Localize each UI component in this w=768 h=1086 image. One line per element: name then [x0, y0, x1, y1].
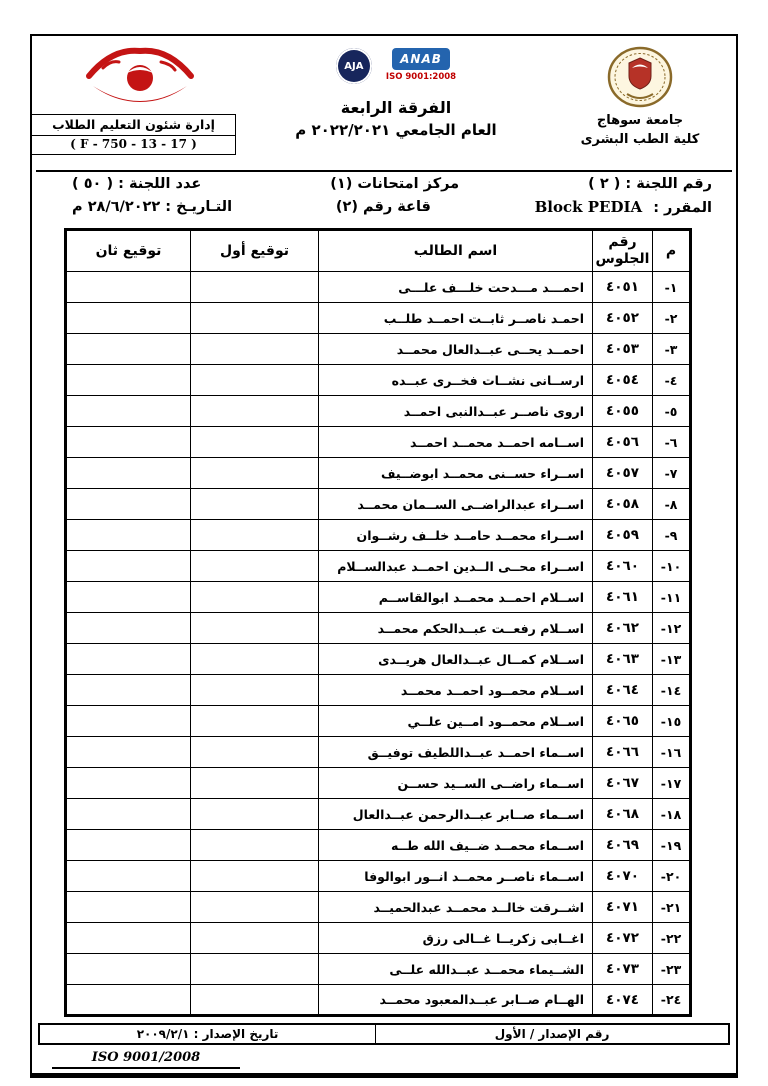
seat-number-cell: ٤٠٦٠ — [593, 551, 653, 582]
student-row — [66, 520, 691, 551]
info-row-2 — [34, 194, 734, 218]
student-row — [66, 303, 691, 334]
serial-cell: ١٥- — [653, 706, 691, 737]
course-value: Block PEDIA — [534, 198, 643, 216]
student-row — [66, 830, 691, 861]
student-row — [66, 737, 691, 768]
seat-number-cell: ٤٠٦٨ — [593, 799, 653, 830]
second-signature-cell — [66, 675, 191, 706]
student-row — [66, 892, 691, 923]
student-name-cell: اســلام محمــود امــين علــي — [319, 706, 593, 737]
first-signature-column-header: توقيع أول — [191, 230, 319, 272]
first-signature-cell — [191, 396, 319, 427]
serial-cell: ٩- — [653, 520, 691, 551]
student-row — [66, 861, 691, 892]
student-row — [66, 985, 691, 1016]
second-signature-cell — [66, 489, 191, 520]
first-signature-cell — [191, 830, 319, 861]
student-row — [66, 706, 691, 737]
first-signature-cell — [191, 675, 319, 706]
first-signature-cell — [191, 861, 319, 892]
second-signature-cell — [66, 272, 191, 303]
second-signature-cell — [66, 892, 191, 923]
student-name-cell: اســلام محمــود احمــد محمــد — [319, 675, 593, 706]
academic-year: العام الجامعي ٢٠٢٢/٢٠٢١ م — [295, 121, 497, 139]
serial-cell: ١٢- — [653, 613, 691, 644]
student-name-cell: اســلام كمــال عبــدالعال هريــدى — [319, 644, 593, 675]
header-admin-block — [44, 44, 236, 155]
seat-number-cell: ٤٠٦٦ — [593, 737, 653, 768]
seat-number-cell: ٤٠٥٤ — [593, 365, 653, 396]
student-row — [66, 334, 691, 365]
certification-logos — [236, 48, 556, 92]
first-signature-cell — [191, 582, 319, 613]
serial-cell: ٣- — [653, 334, 691, 365]
student-row — [66, 427, 691, 458]
university-name: جامعة سوهاج — [596, 113, 684, 128]
first-signature-cell — [191, 334, 319, 365]
serial-cell: ١٩- — [653, 830, 691, 861]
student-row — [66, 954, 691, 985]
first-signature-cell — [191, 954, 319, 985]
serial-cell: ٢- — [653, 303, 691, 334]
serial-cell: ٧- — [653, 458, 691, 489]
second-signature-cell — [66, 365, 191, 396]
student-name-cell: الهــام صــابر عبــدالمعبود محمــد — [319, 985, 593, 1016]
second-signature-cell — [66, 520, 191, 551]
second-signature-column-header: توقيع ثان — [66, 230, 191, 272]
page-frame — [30, 34, 738, 1078]
committee-count: عدد اللجنة : ( ٥٠ ) — [72, 176, 202, 192]
roster-header — [66, 230, 691, 272]
anab-block — [386, 48, 456, 82]
header-center-block — [236, 44, 556, 139]
student-row — [66, 675, 691, 706]
second-signature-cell — [66, 613, 191, 644]
student-row — [66, 365, 691, 396]
student-name-cell: اســماء احمــد عبــداللطيف توفيــق — [319, 737, 593, 768]
student-roster-table — [64, 228, 692, 1017]
first-signature-cell — [191, 706, 319, 737]
student-name-cell: اســماء ناصــر محمــد انــور ابوالوفا — [319, 861, 593, 892]
admin-box — [32, 114, 236, 155]
first-signature-cell — [191, 365, 319, 396]
seat-number-cell: ٤٠٧٤ — [593, 985, 653, 1016]
seat-number-cell: ٤٠٦٩ — [593, 830, 653, 861]
seat-number-cell: ٤٠٥٩ — [593, 520, 653, 551]
student-row — [66, 396, 691, 427]
student-row — [66, 613, 691, 644]
seat-number-cell: ٤٠٦٤ — [593, 675, 653, 706]
serial-cell: ٦- — [653, 427, 691, 458]
student-name-cell: اســراء حســنى محمــد ابوضــيف — [319, 458, 593, 489]
student-name-cell: اســماء راضــى الســيد حســن — [319, 768, 593, 799]
serial-cell: ١٤- — [653, 675, 691, 706]
first-signature-cell — [191, 303, 319, 334]
student-row — [66, 272, 691, 303]
student-name-cell: اســامه احمــد محمــد احمــد — [319, 427, 593, 458]
student-name-cell: اســراء محــى الــدين احمــد عبدالســلام — [319, 551, 593, 582]
aja-label: AJA — [344, 60, 364, 72]
seat-number-cell: ٤٠٧٣ — [593, 954, 653, 985]
exam-center: مركز امتحانات (١) — [330, 176, 460, 192]
student-row — [66, 799, 691, 830]
seat-number-cell: ٤٠٥٧ — [593, 458, 653, 489]
serial-cell: ٥- — [653, 396, 691, 427]
serial-cell: ٨- — [653, 489, 691, 520]
first-signature-cell — [191, 644, 319, 675]
student-name-cell: احمـــد مـــدحت خلـــف علـــى — [319, 272, 593, 303]
student-name-cell: اســراء عبدالراضــى الســمان محمــد — [319, 489, 593, 520]
second-signature-cell — [66, 644, 191, 675]
seat-number-cell: ٤٠٧١ — [593, 892, 653, 923]
second-signature-cell — [66, 830, 191, 861]
course-label: المقرر : — [653, 200, 712, 216]
course-field — [535, 198, 712, 216]
roster-header-row — [66, 230, 691, 272]
seat-number-cell: ٤٠٥٥ — [593, 396, 653, 427]
second-signature-cell — [66, 582, 191, 613]
department-name: إدارة شئون التعليم الطلاب — [32, 114, 235, 136]
serial-cell: ١- — [653, 272, 691, 303]
seat-column-header: رقم الجلوس — [593, 230, 653, 272]
seat-number-cell: ٤٠٦١ — [593, 582, 653, 613]
issue-stamp-bar — [38, 1023, 730, 1045]
anab-logo-icon — [392, 48, 450, 70]
first-signature-cell — [191, 799, 319, 830]
seat-number-cell: ٤٠٦٢ — [593, 613, 653, 644]
student-name-cell: اروى ناصــر عبــدالنبى احمــد — [319, 396, 593, 427]
second-signature-cell — [66, 551, 191, 582]
aja-logo-icon — [336, 48, 372, 84]
first-signature-cell — [191, 737, 319, 768]
first-signature-cell — [191, 489, 319, 520]
first-signature-cell — [191, 458, 319, 489]
student-name-cell: ارســانى نشــات فخــرى عبــده — [319, 365, 593, 396]
serial-cell: ١٦- — [653, 737, 691, 768]
iso-badge: ISO 9001:2008 — [385, 72, 457, 82]
issue-date: تاريخ الإصدار : ٢٠٠٩/٢/١ — [136, 1027, 279, 1041]
second-signature-cell — [66, 427, 191, 458]
seat-number-cell: ٤٠٧٢ — [593, 923, 653, 954]
seat-number-cell: ٤٠٦٥ — [593, 706, 653, 737]
first-signature-cell — [191, 272, 319, 303]
first-signature-cell — [191, 892, 319, 923]
committee-number: رقم اللجنة : ( ٢ ) — [588, 176, 712, 192]
serial-cell: ١٠- — [653, 551, 691, 582]
iso-certification: ISO 9001/2008 — [52, 1050, 240, 1069]
exam-date: التـاريـخ : ٢٨/٦/٢٠٢٢ م — [72, 199, 233, 215]
first-signature-cell — [191, 613, 319, 644]
second-signature-cell — [66, 334, 191, 365]
grade-title: الفرقة الرابعة — [340, 98, 452, 117]
serial-cell: ٢١- — [653, 892, 691, 923]
first-signature-cell — [191, 551, 319, 582]
second-signature-cell — [66, 458, 191, 489]
student-row — [66, 458, 691, 489]
seat-number-cell: ٤٠٥٢ — [593, 303, 653, 334]
second-signature-cell — [66, 737, 191, 768]
hall-number: قاعة رقم (٢) — [335, 199, 431, 215]
name-column-header: اسم الطالب — [319, 230, 593, 272]
student-row — [66, 582, 691, 613]
first-signature-cell — [191, 768, 319, 799]
header-university-block — [556, 44, 724, 150]
seat-number-cell: ٤٠٦٧ — [593, 768, 653, 799]
student-name-cell: اشــرقت خالــد محمــد عبدالحميــد — [319, 892, 593, 923]
student-name-cell: اغــابى زكريــا غــالى رزق — [319, 923, 593, 954]
second-signature-cell — [66, 768, 191, 799]
second-signature-cell — [66, 985, 191, 1016]
anab-label: ANAB — [400, 52, 442, 66]
second-signature-cell — [66, 954, 191, 985]
seat-number-cell: ٤٠٥١ — [593, 272, 653, 303]
header — [34, 38, 734, 166]
first-signature-cell — [191, 923, 319, 954]
info-row-1 — [34, 172, 734, 194]
student-name-cell: احمــد يحــى عبــدالعال محمــد — [319, 334, 593, 365]
student-row — [66, 489, 691, 520]
issue-number: رقم الإصدار / الأول — [375, 1025, 728, 1043]
student-name-cell: الشــيماء محمــد عبــدالله علــى — [319, 954, 593, 985]
serial-cell: ١٧- — [653, 768, 691, 799]
seat-number-cell: ٤٠٥٣ — [593, 334, 653, 365]
student-row — [66, 551, 691, 582]
first-signature-cell — [191, 427, 319, 458]
student-name-cell: احمـد ناصــر ثابــت احمــد طلــب — [319, 303, 593, 334]
serial-cell: ٤- — [653, 365, 691, 396]
second-signature-cell — [66, 923, 191, 954]
student-name-cell: اســلام احمــد محمــد ابوالقاســم — [319, 582, 593, 613]
seat-number-cell: ٤٠٥٨ — [593, 489, 653, 520]
university-seal-icon — [607, 46, 673, 108]
seat-number-cell: ٤٠٦٣ — [593, 644, 653, 675]
form-code: ( F - 750 - 13 - 17 ) — [32, 136, 235, 155]
serial-cell: ١١- — [653, 582, 691, 613]
serial-cell: ١٨- — [653, 799, 691, 830]
student-row — [66, 923, 691, 954]
serial-cell: ١٣- — [653, 644, 691, 675]
faculty-name: كلية الطب البشرى — [580, 131, 700, 147]
student-row — [66, 644, 691, 675]
serial-cell: ٢٠- — [653, 861, 691, 892]
first-signature-cell — [191, 520, 319, 551]
second-signature-cell — [66, 396, 191, 427]
serial-cell: ٢٤- — [653, 985, 691, 1016]
student-name-cell: اســماء صــابر عبــدالرحمن عبــدالعال — [319, 799, 593, 830]
serial-cell: ٢٣- — [653, 954, 691, 985]
serial-column-header: م — [653, 230, 691, 272]
student-name-cell: اســلام رفعــت عبــدالحكم محمــد — [319, 613, 593, 644]
seat-number-cell: ٤٠٧٠ — [593, 861, 653, 892]
second-signature-cell — [66, 861, 191, 892]
sohag-calligraphy-logo-icon — [77, 44, 203, 110]
student-name-cell: اســماء محمــد ضــيف الله طــه — [319, 830, 593, 861]
student-name-cell: اســراء محمــد حامــد خلــف رشــوان — [319, 520, 593, 551]
student-table-body — [66, 272, 691, 1016]
second-signature-cell — [66, 799, 191, 830]
serial-cell: ٢٢- — [653, 923, 691, 954]
second-signature-cell — [66, 706, 191, 737]
second-signature-cell — [66, 303, 191, 334]
student-row — [66, 768, 691, 799]
seat-number-cell: ٤٠٥٦ — [593, 427, 653, 458]
first-signature-cell — [191, 985, 319, 1016]
